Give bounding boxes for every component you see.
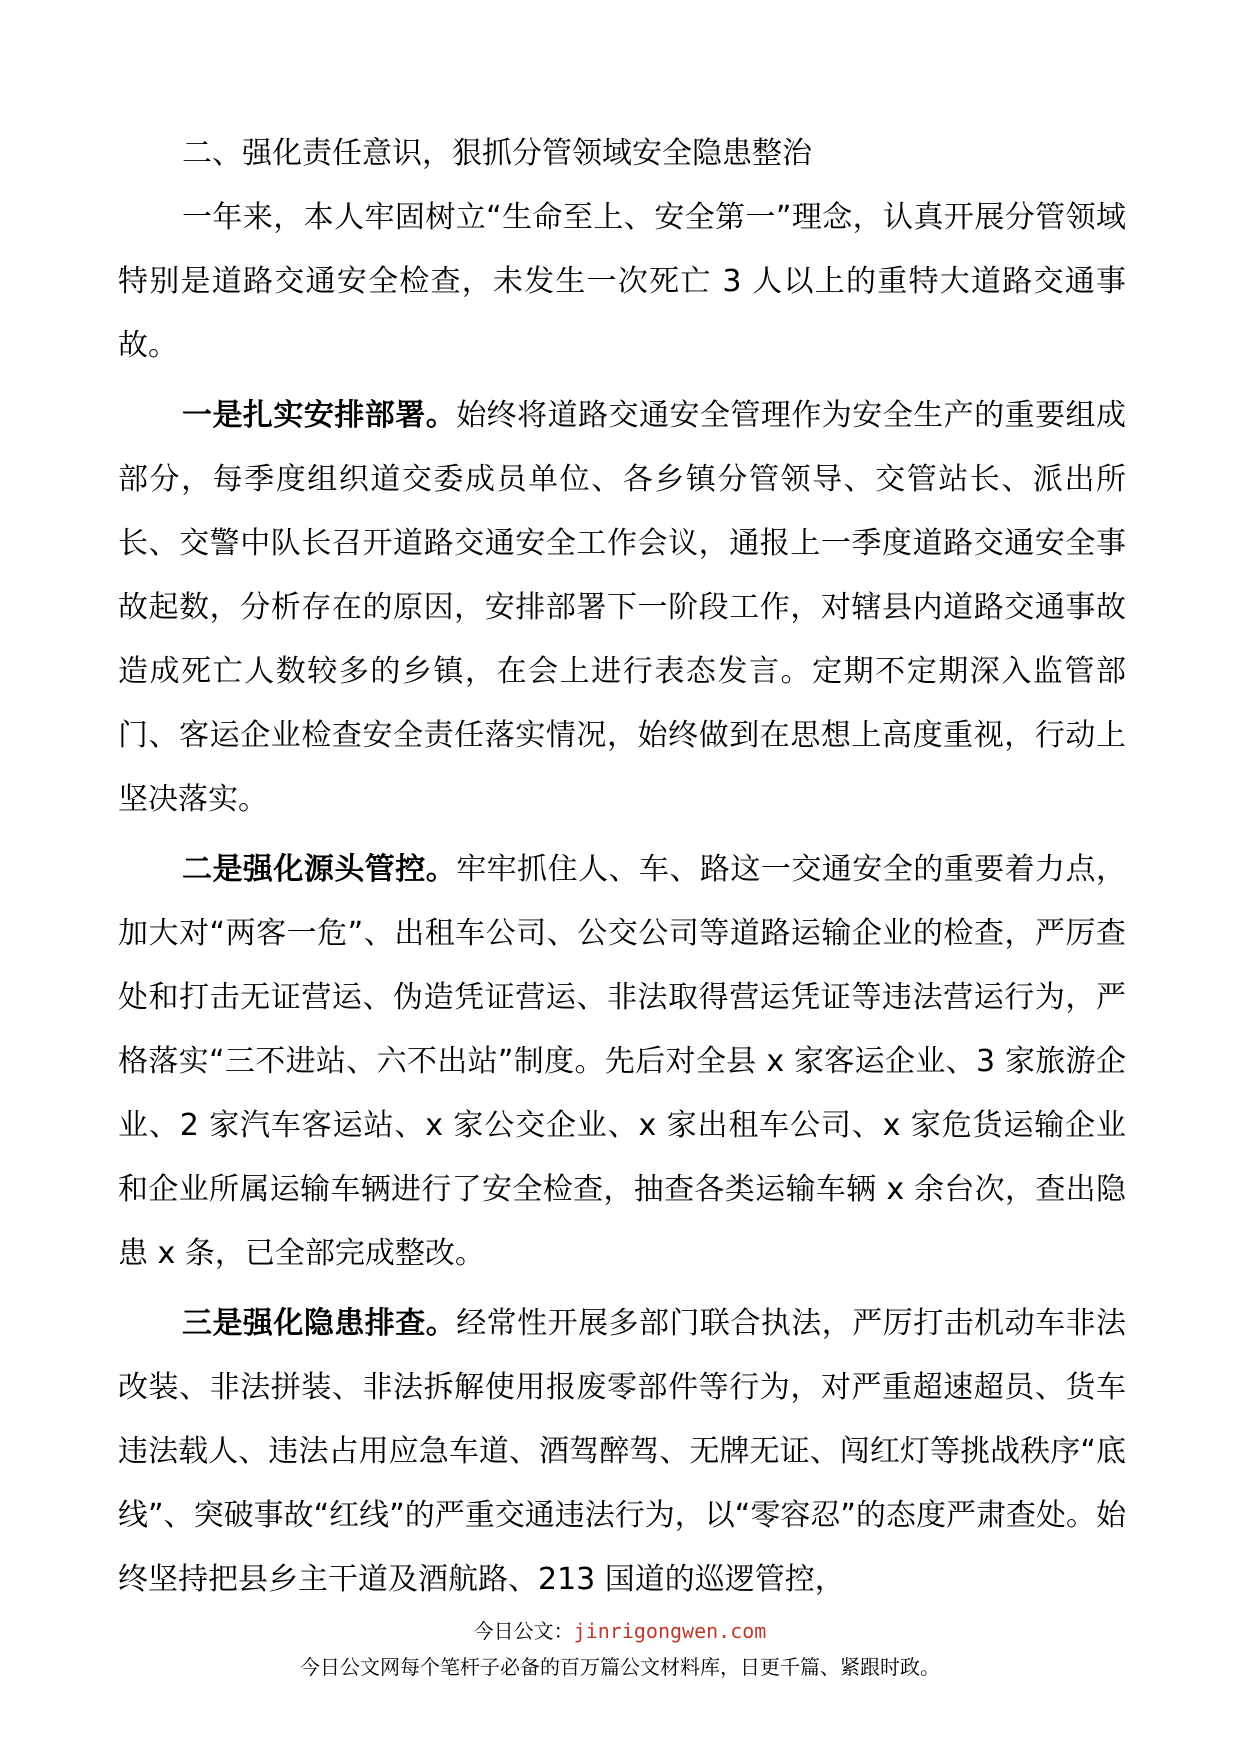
paragraph-lead: 三是强化隐患排查。: [182, 1306, 457, 1341]
footer-slogan: 今日公文网每个笔杆子必备的百万篇公文材料库，日更千篇、紧跟时政。: [300, 1655, 940, 1679]
section-heading: 二、强化责任意识，狠抓分管领域安全隐患整治: [182, 136, 812, 171]
footer-site-link[interactable]: jinrigongwen.com: [573, 1619, 767, 1643]
document-body: [118, 122, 1126, 1612]
paragraph-body: 始终将道路交通安全管理作为安全生产的重要组成部分，每季度组织道交委成员单位、各乡镇分管领导、交管站长、派出所长、交警中队长召开道路交通安全工作会议，通报上一季度道路交通安全事故起数，分析存在的原因，安排部署下一阶段工作，对辖县内道路交通事故造成死亡人数较多的乡镇，在会上进行表态发言。定期不定期深入监管部门、客运企业检查安全责任落实情况，始终做到在思想上高度重视，行动上坚决落实。: [118, 398, 1127, 817]
paragraph-item-1: [118, 384, 1126, 832]
paragraph-body: 牢牢抓住人、车、路这一交通安全的重要着力点，加大对“两客一危”、出租车公司、公交公司等道路运输企业的检查，严厉查处和打击无证营运、伪造凭证营运、非法取得营运凭证等违法营运行为，严格落实“三不进站、六不出站”制度。先后对全县 x 家客运企业、3 家旅游企业、2 家汽车客运站、x 家公交企业、x 家出租车公司、x 家危货运输企业和企业所属运输车辆进行了安全检查，抽查各类运输车辆 x 余台次，查出隐患 x 条，已全部完成整改。: [118, 852, 1127, 1271]
paragraph-lead: 二是强化源头管控。: [182, 852, 457, 887]
footer-site-label: 今日公文：: [473, 1619, 574, 1643]
intro-paragraph: 一年来，本人牢固树立“生命至上、安全第一”理念，认真开展分管领域特别是道路交通安全检查，未发生一次死亡 3 人以上的重特大道路交通事故。: [118, 200, 1126, 363]
paragraph-body: 经常性开展多部门联合执法，严厉打击机动车非法改装、非法拼装、非法拆解使用报废零部件等行为，对严重超速超员、货车违法载人、违法占用应急车道、酒驾醉驾、无牌无证、闯红灯等挑战秩序“底线”、突破事故“红线”的严重交通违法行为，以“零容忍”的态度严肃查处。始终坚持把县乡主干道及酒航路、213 国道的巡逻管控，: [118, 1306, 1127, 1597]
paragraph-item-3: [118, 1292, 1126, 1612]
paragraph-lead: 一是扎实安排部署。: [182, 398, 457, 433]
footer-site: [0, 1615, 1240, 1644]
paragraph-item-2: [118, 838, 1126, 1286]
